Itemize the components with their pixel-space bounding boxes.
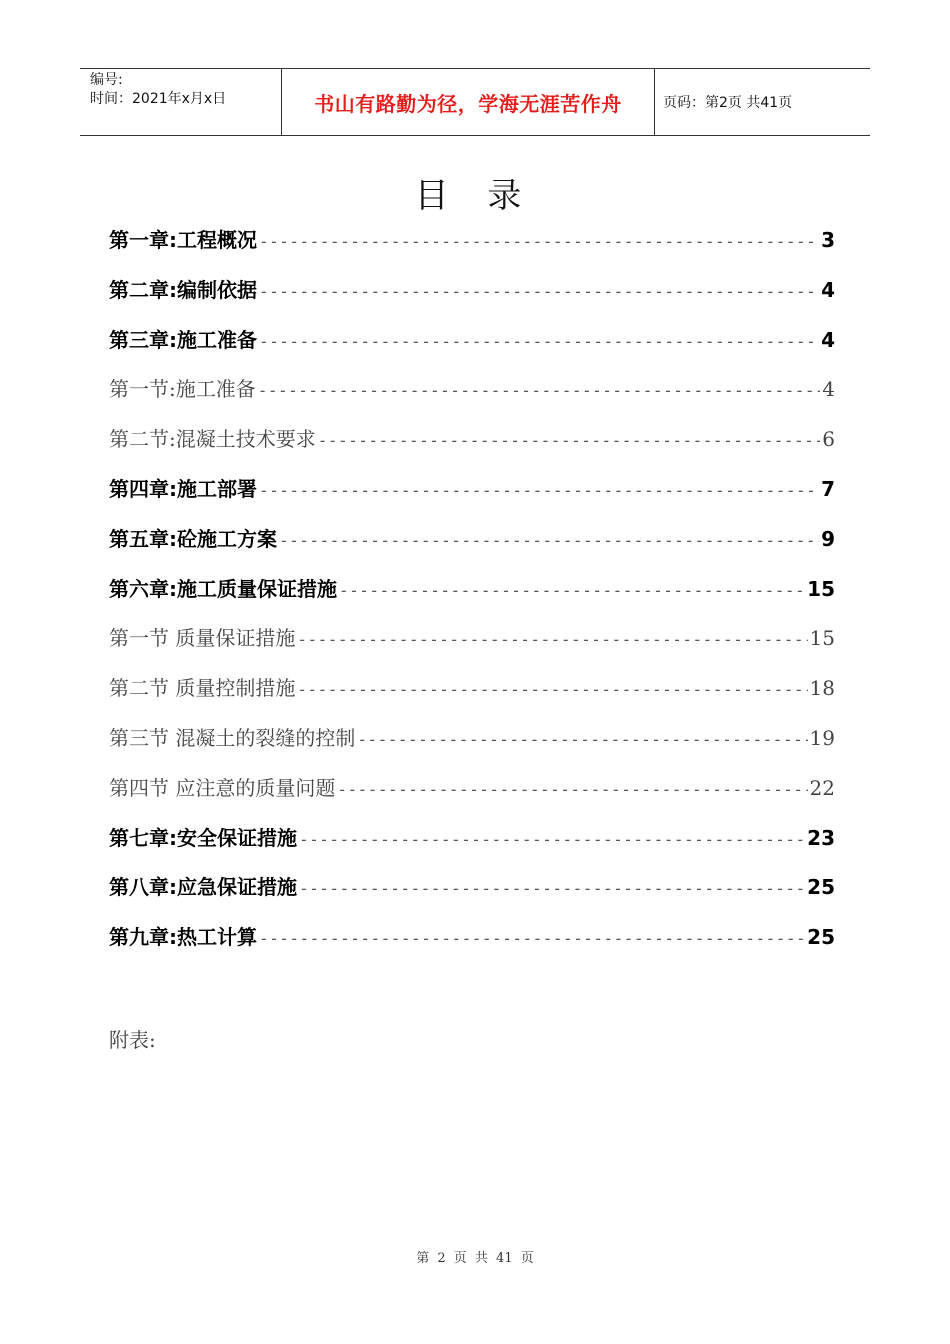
toc-entry-section[interactable] xyxy=(109,371,835,421)
toc-entry-label: 第一节:施工准备 xyxy=(109,377,256,402)
toc-entry-chapter[interactable] xyxy=(109,272,835,322)
toc-title: 目 录 xyxy=(414,176,536,216)
toc-entry-label: 第八章:应急保证措施 xyxy=(109,875,297,900)
header-info-cell xyxy=(80,69,282,135)
toc-entry-label: 第七章:安全保证措施 xyxy=(109,825,297,850)
toc-leader-dashes xyxy=(297,622,807,658)
toc-leader-dashes xyxy=(318,423,821,459)
toc-entry-label: 第二节:混凝土技术要求 xyxy=(109,427,316,452)
toc-entry-page-number: 9 xyxy=(821,526,835,551)
toc-entry-label: 第四节 应注意的质量问题 xyxy=(109,775,336,800)
toc-entry-page-number: 4 xyxy=(821,277,835,302)
toc-leader-dashes xyxy=(299,871,805,907)
header-motto: 书山有路勤为径，学海无涯苦作舟 xyxy=(282,69,655,135)
toc-leader-dashes xyxy=(259,224,819,260)
toc-entry-label: 第一节 质量保证措施 xyxy=(109,626,296,651)
toc-entry-label: 第三章:施工准备 xyxy=(109,327,257,352)
toc-entry-section[interactable] xyxy=(109,770,835,820)
toc-entry-page-number: 23 xyxy=(807,825,835,850)
toc-entry-chapter[interactable] xyxy=(109,521,835,571)
toc-entry-section[interactable] xyxy=(109,670,835,720)
toc-entry-chapter[interactable] xyxy=(109,820,835,870)
toc-entry-chapter[interactable] xyxy=(109,322,835,372)
toc-entry-label: 第九章:热工计算 xyxy=(109,925,257,950)
toc-leader-dashes xyxy=(297,672,807,708)
toc-entry-page-number: 19 xyxy=(809,725,835,750)
toc-entry-chapter[interactable] xyxy=(109,869,835,919)
toc-entry-page-number: 25 xyxy=(807,925,835,950)
toc-leader-dashes xyxy=(279,523,819,559)
document-number-label: 编号: xyxy=(90,72,123,88)
page-header xyxy=(80,68,870,136)
toc-entry-page-number: 3 xyxy=(821,228,835,252)
toc-entry-chapter[interactable] xyxy=(109,919,835,969)
toc-entry-page-number: 7 xyxy=(821,476,835,501)
document-time-label: 时间：2021年x月x日 xyxy=(90,91,227,107)
toc-entry-page-number: 4 xyxy=(821,327,835,352)
toc-leader-dashes xyxy=(339,573,805,609)
toc-entry-label: 第五章:砼施工方案 xyxy=(109,526,277,551)
toc-entry-page-number: 25 xyxy=(807,875,835,900)
toc-entry-section[interactable] xyxy=(109,421,835,471)
toc-entry-label: 第六章:施工质量保证措施 xyxy=(109,576,337,601)
toc-entry-page-number: 22 xyxy=(809,775,835,800)
toc-entry-label: 第四章:施工部署 xyxy=(109,476,257,501)
toc-entry-section[interactable] xyxy=(109,720,835,770)
toc-entry-page-number: 15 xyxy=(809,626,835,651)
toc-leader-dashes xyxy=(259,921,805,957)
toc-entry-page-number: 6 xyxy=(822,427,835,452)
toc-entry-chapter[interactable] xyxy=(109,571,835,621)
toc-entry-label: 第二节 质量控制措施 xyxy=(109,676,296,701)
toc-entry-chapter[interactable] xyxy=(109,222,835,272)
toc-entry-section[interactable] xyxy=(109,620,835,670)
toc-entry-chapter[interactable] xyxy=(109,471,835,521)
table-of-contents xyxy=(109,222,835,969)
toc-leader-dashes xyxy=(337,772,807,808)
toc-entry-page-number: 18 xyxy=(809,676,835,701)
toc-entry-label: 第二章:编制依据 xyxy=(109,277,257,302)
header-page-info: 页码：第2页 共41页 xyxy=(663,95,793,111)
toc-leader-dashes xyxy=(357,722,807,758)
appendix-label: 附表: xyxy=(109,1028,156,1052)
toc-leader-dashes xyxy=(259,324,819,360)
toc-entry-label: 第一章:工程概况 xyxy=(109,228,257,252)
toc-leader-dashes xyxy=(258,373,821,409)
toc-leader-dashes xyxy=(259,473,819,509)
toc-leader-dashes xyxy=(299,822,805,858)
toc-entry-page-number: 4 xyxy=(822,377,835,402)
toc-leader-dashes xyxy=(259,274,819,310)
toc-entry-page-number: 15 xyxy=(807,576,835,601)
page-footer: 第 2 页 共 41 页 xyxy=(416,1251,534,1266)
toc-entry-label: 第三节 混凝土的裂缝的控制 xyxy=(109,725,356,750)
